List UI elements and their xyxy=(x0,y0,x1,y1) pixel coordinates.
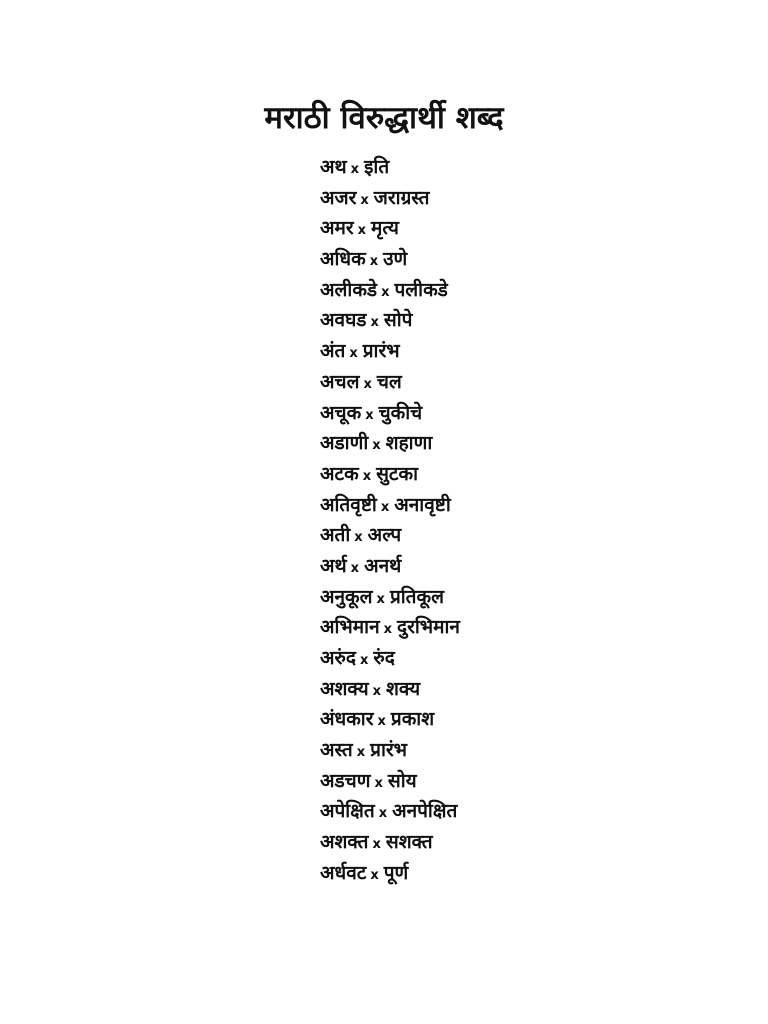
word-pair xyxy=(320,582,460,613)
antonym: सोय xyxy=(387,769,417,792)
antonym: पलीकडे xyxy=(394,278,448,301)
word: अतिवृष्टी xyxy=(320,493,377,516)
separator: x xyxy=(380,499,390,515)
word: अंत xyxy=(320,340,346,363)
separator: x xyxy=(362,468,372,484)
separator: x xyxy=(381,284,390,300)
separator: x xyxy=(372,837,381,853)
word: अभिमान xyxy=(320,616,380,639)
antonym: प्रारंभ xyxy=(370,739,408,762)
word: अडाणी xyxy=(320,432,369,455)
separator: x xyxy=(369,254,379,270)
separator: x xyxy=(363,376,372,392)
separator: x xyxy=(383,622,393,638)
antonym: इति xyxy=(364,156,390,178)
word: अडचण xyxy=(320,769,371,792)
antonym: शहाणा xyxy=(385,432,433,455)
word-pair xyxy=(320,643,460,674)
word: अशक्य xyxy=(320,677,369,700)
antonym: जराग्रस्त xyxy=(373,186,430,209)
word-pair xyxy=(320,796,460,827)
word: अर्थ xyxy=(320,554,347,577)
word-pair xyxy=(320,520,460,551)
separator: x xyxy=(350,162,360,177)
word: अपेक्षित xyxy=(320,800,375,823)
word-pair xyxy=(320,183,460,214)
separator: x xyxy=(372,438,381,454)
separator: x xyxy=(349,346,358,362)
antonym: प्रकाश xyxy=(390,708,435,731)
separator: x xyxy=(360,192,369,208)
word-pair xyxy=(320,367,460,398)
antonym: प्रारंभ xyxy=(362,340,400,363)
separator: x xyxy=(365,407,374,423)
word-pair xyxy=(320,305,460,336)
word: अमर xyxy=(320,217,354,240)
separator: x xyxy=(370,315,379,331)
separator: x xyxy=(356,745,366,761)
word: अरुंद xyxy=(320,647,356,669)
antonym: अनपेक्षित xyxy=(392,800,458,823)
word-pair xyxy=(320,459,460,490)
word-pair xyxy=(320,244,460,275)
word-pair xyxy=(320,827,460,858)
separator: x xyxy=(374,775,383,791)
antonym: अनावृष्टी xyxy=(394,493,451,516)
word-pair xyxy=(320,704,460,735)
antonym: सशक्त xyxy=(385,831,433,854)
antonym: चुकीचे xyxy=(378,401,423,424)
word: अस्त xyxy=(320,739,353,762)
antonym: शक्य xyxy=(386,677,421,700)
word-pair xyxy=(320,490,460,521)
word: अजर xyxy=(320,186,357,209)
antonym: प्रतिकूल xyxy=(389,585,444,608)
word-pair xyxy=(320,551,460,582)
word-pair xyxy=(320,275,460,306)
word: अती xyxy=(320,524,351,547)
word-pair xyxy=(320,858,460,889)
word: अर्धवट xyxy=(320,861,367,884)
separator: x xyxy=(350,560,360,576)
word: अचल xyxy=(320,370,360,393)
word: अचूक xyxy=(320,401,362,424)
separator: x xyxy=(372,683,382,699)
word-pair xyxy=(320,674,460,705)
antonym: पूर्ण xyxy=(383,861,409,884)
separator: x xyxy=(357,223,367,239)
word-pair xyxy=(320,336,460,367)
word: अनुकूल xyxy=(320,585,373,608)
separator: x xyxy=(354,530,363,546)
word-pair xyxy=(320,766,460,797)
word-pair xyxy=(320,428,460,459)
antonym: अल्प xyxy=(367,524,402,547)
word-pair xyxy=(320,735,460,766)
antonym: दुरभिमान xyxy=(397,616,460,639)
antonym: मृत्य xyxy=(371,217,399,240)
word: अलीकडे xyxy=(320,278,378,301)
antonym: उणे xyxy=(383,248,408,271)
separator: x xyxy=(376,591,385,607)
word: अधिक xyxy=(320,248,366,271)
antonym: अनर्थ xyxy=(364,554,402,577)
antonym: सुटका xyxy=(376,462,419,485)
word-pair xyxy=(320,398,460,429)
antonym: चल xyxy=(376,370,402,393)
word-pair xyxy=(320,612,460,643)
word: अशक्त xyxy=(320,831,369,854)
antonym-list xyxy=(320,152,460,889)
separator: x xyxy=(359,653,369,668)
separator: x xyxy=(370,867,379,883)
antonym: रुंद xyxy=(373,647,395,669)
antonym: सोपे xyxy=(383,309,413,332)
word: अथ xyxy=(320,156,347,178)
word-pair xyxy=(320,152,460,183)
word-pair xyxy=(320,213,460,244)
separator: x xyxy=(377,714,386,730)
page-title: मराठी विरुद्धार्थी शब्द xyxy=(264,100,504,136)
word: अटक xyxy=(320,462,359,485)
word: अंधकार xyxy=(320,708,374,731)
word: अवघड xyxy=(320,309,367,332)
separator: x xyxy=(378,806,388,822)
